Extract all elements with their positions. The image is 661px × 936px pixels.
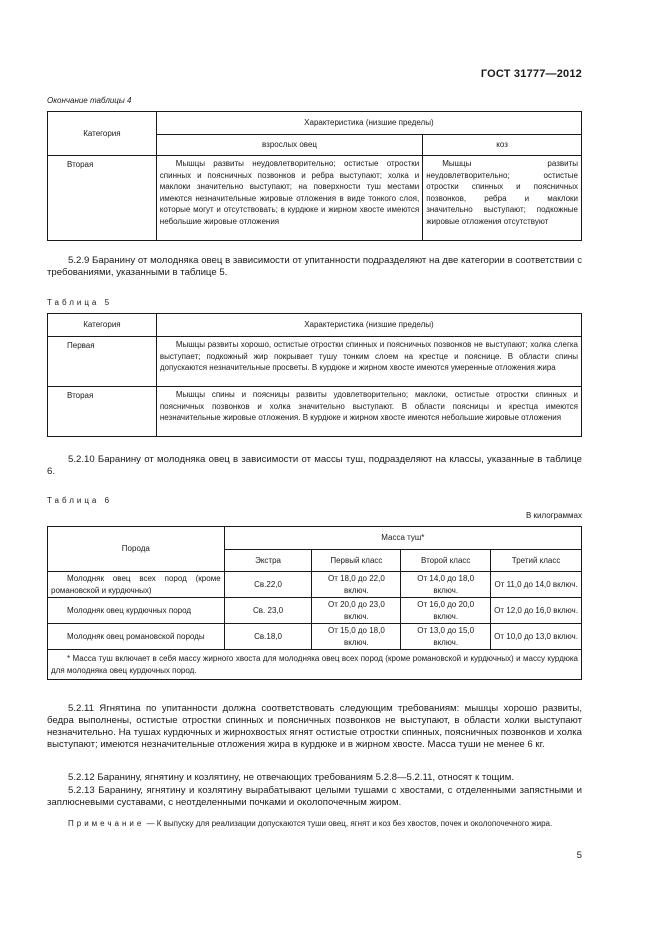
table6-header-mass: Масса туш* <box>224 527 581 550</box>
table6-header-class2: Второй класс <box>401 550 491 572</box>
note-text: — К выпуску для реализации допускаются туши овец, ягнят и коз без хвостов, почек и околопочечного жира. <box>144 819 553 828</box>
paragraph-5-2-12: 5.2.12 Баранину, ягнятину и козлятину, не отвечающих требованиям 5.2.8—5.2.11, относят к тощим. <box>68 772 515 783</box>
table6-header-class3: Третий класс <box>491 550 582 572</box>
table4-row-sheep: Мышцы развиты неудовлетворительно; остистые отростки спинных и поясничных позвонков и ребра выступают; холка и маклоки значительно выступают; на поверхности туш местами имеются незначительные жировые отложения в виде тонкого слоя, которые могут и отсутствовать; в курдюке и жирном хвосте имеются небольшие жировые отложения <box>156 156 422 241</box>
table6-row <box>48 624 582 650</box>
table6-row-class1: От 15,0 до 18,0 включ. <box>312 624 401 650</box>
table6-row-class1: От 18,0 до 22,0 включ. <box>312 572 401 598</box>
table5-header-characteristic: Характеристика (низшие пределы) <box>156 314 581 337</box>
paragraph-5-2-11: 5.2.11 Ягнятина по упитанности должна соответствовать следующим требованиям: мышцы хорошо развиты, бедра выполнены, остистые отростки спинных и поясничных позвонков не выступают, в области холки выступают незначительно. На тушах курдючных и жирнохвостых ягнят остистые отростки спинных, поясничных позвонков и холка выступают; имеются незначительные отложения жира в курдюке и в жирном хвосте. Масса туши не менее 6 кг. <box>47 703 582 750</box>
table6-row-class2: От 14,0 до 18,0 включ. <box>401 572 491 598</box>
table6-row-breed: Молодняк овец романовской породы <box>48 624 225 650</box>
table5-row-text: Мышцы развиты хорошо, остистые отростки спинных и поясничных позвонков не выступают; холка слегка выступает; подкожный жир покрывает тушу тонким слоем на крестце и пояснице. В области спины допускаются незначительные просветы. В курдюке и жирном хвосте имеются умеренные отложения жира <box>156 337 581 387</box>
table5 <box>47 313 582 437</box>
table4-header-characteristic: Характеристика (низшие пределы) <box>156 112 581 135</box>
paragraph-5-2-10: 5.2.10 Баранину от молодняка овец в зависимости от массы туш, подразделяют на классы, указанные в таблице 6. <box>47 454 582 477</box>
document-code: ГОСТ 31777—2012 <box>480 68 582 80</box>
table5-row-category: Вторая <box>48 387 157 437</box>
table6-row <box>48 572 582 598</box>
table5-row <box>48 387 582 437</box>
table6-footnote: * Масса туш включает в себя массу жирного хвоста для молодняка овец всех пород (кроме романовской и курдючных) и массу курдюка для молодняка овец курдючных пород. <box>48 650 582 680</box>
table6-row <box>48 598 582 624</box>
table6-row-class1: От 20,0 до 23,0 включ. <box>312 598 401 624</box>
table4-row-category: Вторая <box>48 156 157 241</box>
table6-row-extra: Св.22,0 <box>224 572 312 598</box>
note <box>47 818 582 830</box>
table5-header-category: Категория <box>48 314 157 337</box>
table6-header-breed: Порода <box>48 527 225 572</box>
table5-row-text: Мышцы спины и поясницы развиты удовлетворительно; маклоки, остистые отростки спинных и поясничных позвонков и холка значительно выступают. В области поясницы и крестца имеются незначительные жировые отложения. В курдюке и жирном хвосте имеются небольшие жировые отложения <box>156 387 581 437</box>
table6-row-class2: От 16,0 до 20,0 включ. <box>401 598 491 624</box>
page-number: 5 <box>576 850 582 861</box>
table6-row-class2: От 13,0 до 15,0 включ. <box>401 624 491 650</box>
paragraph-5-2-13: 5.2.13 Баранину, ягнятину и козлятину вырабатывают целыми тушами с хвостами, с отделенными запястными и заплюсневыми суставами, с неотделенными почками и околопочечным жиром. <box>47 785 582 808</box>
table4-header-category: Категория <box>48 112 157 156</box>
table6-row-extra: Св.18,0 <box>224 624 312 650</box>
table6-units: В килограммах <box>526 511 582 520</box>
table6-caption: Таблица 6 <box>47 496 113 505</box>
table6-row-breed: Молодняк овец всех пород (кроме романовской и курдючных) <box>48 572 225 598</box>
table5-row-category: Первая <box>48 337 157 387</box>
table6 <box>47 526 582 680</box>
table6-row-breed: Молодняк овец курдючных пород <box>48 598 225 624</box>
table4-caption: Окончание таблицы 4 <box>47 96 132 105</box>
table6-row-class3: От 11,0 до 14,0 включ. <box>491 572 582 598</box>
note-label: Примечание <box>68 819 145 828</box>
table6-row-class3: От 12,0 до 16,0 включ. <box>491 598 582 624</box>
table4-header-sheep: взрослых овец <box>156 135 422 156</box>
table6-header-extra: Экстра <box>224 550 312 572</box>
paragraph-5-2-9: 5.2.9 Баранину от молодняка овец в зависимости от упитанности подразделяют на две категории в соответствии с требованиями, указанными в таблице 5. <box>47 255 582 278</box>
table4-header-goats: коз <box>423 135 582 156</box>
table5-caption: Таблица 5 <box>47 298 113 307</box>
table6-row-extra: Св. 23,0 <box>224 598 312 624</box>
table5-row <box>48 337 582 387</box>
table4-row-goats: Мышцы развиты неудовлетворительно; остистые отростки спинных и поясничных позвонков, ребра и маклоки значительно выступают; подкожные жировые отложения отсутствуют <box>423 156 582 241</box>
table6-row-class3: От 10,0 до 13,0 включ. <box>491 624 582 650</box>
table4 <box>47 111 582 241</box>
table6-header-class1: Первый класс <box>312 550 401 572</box>
